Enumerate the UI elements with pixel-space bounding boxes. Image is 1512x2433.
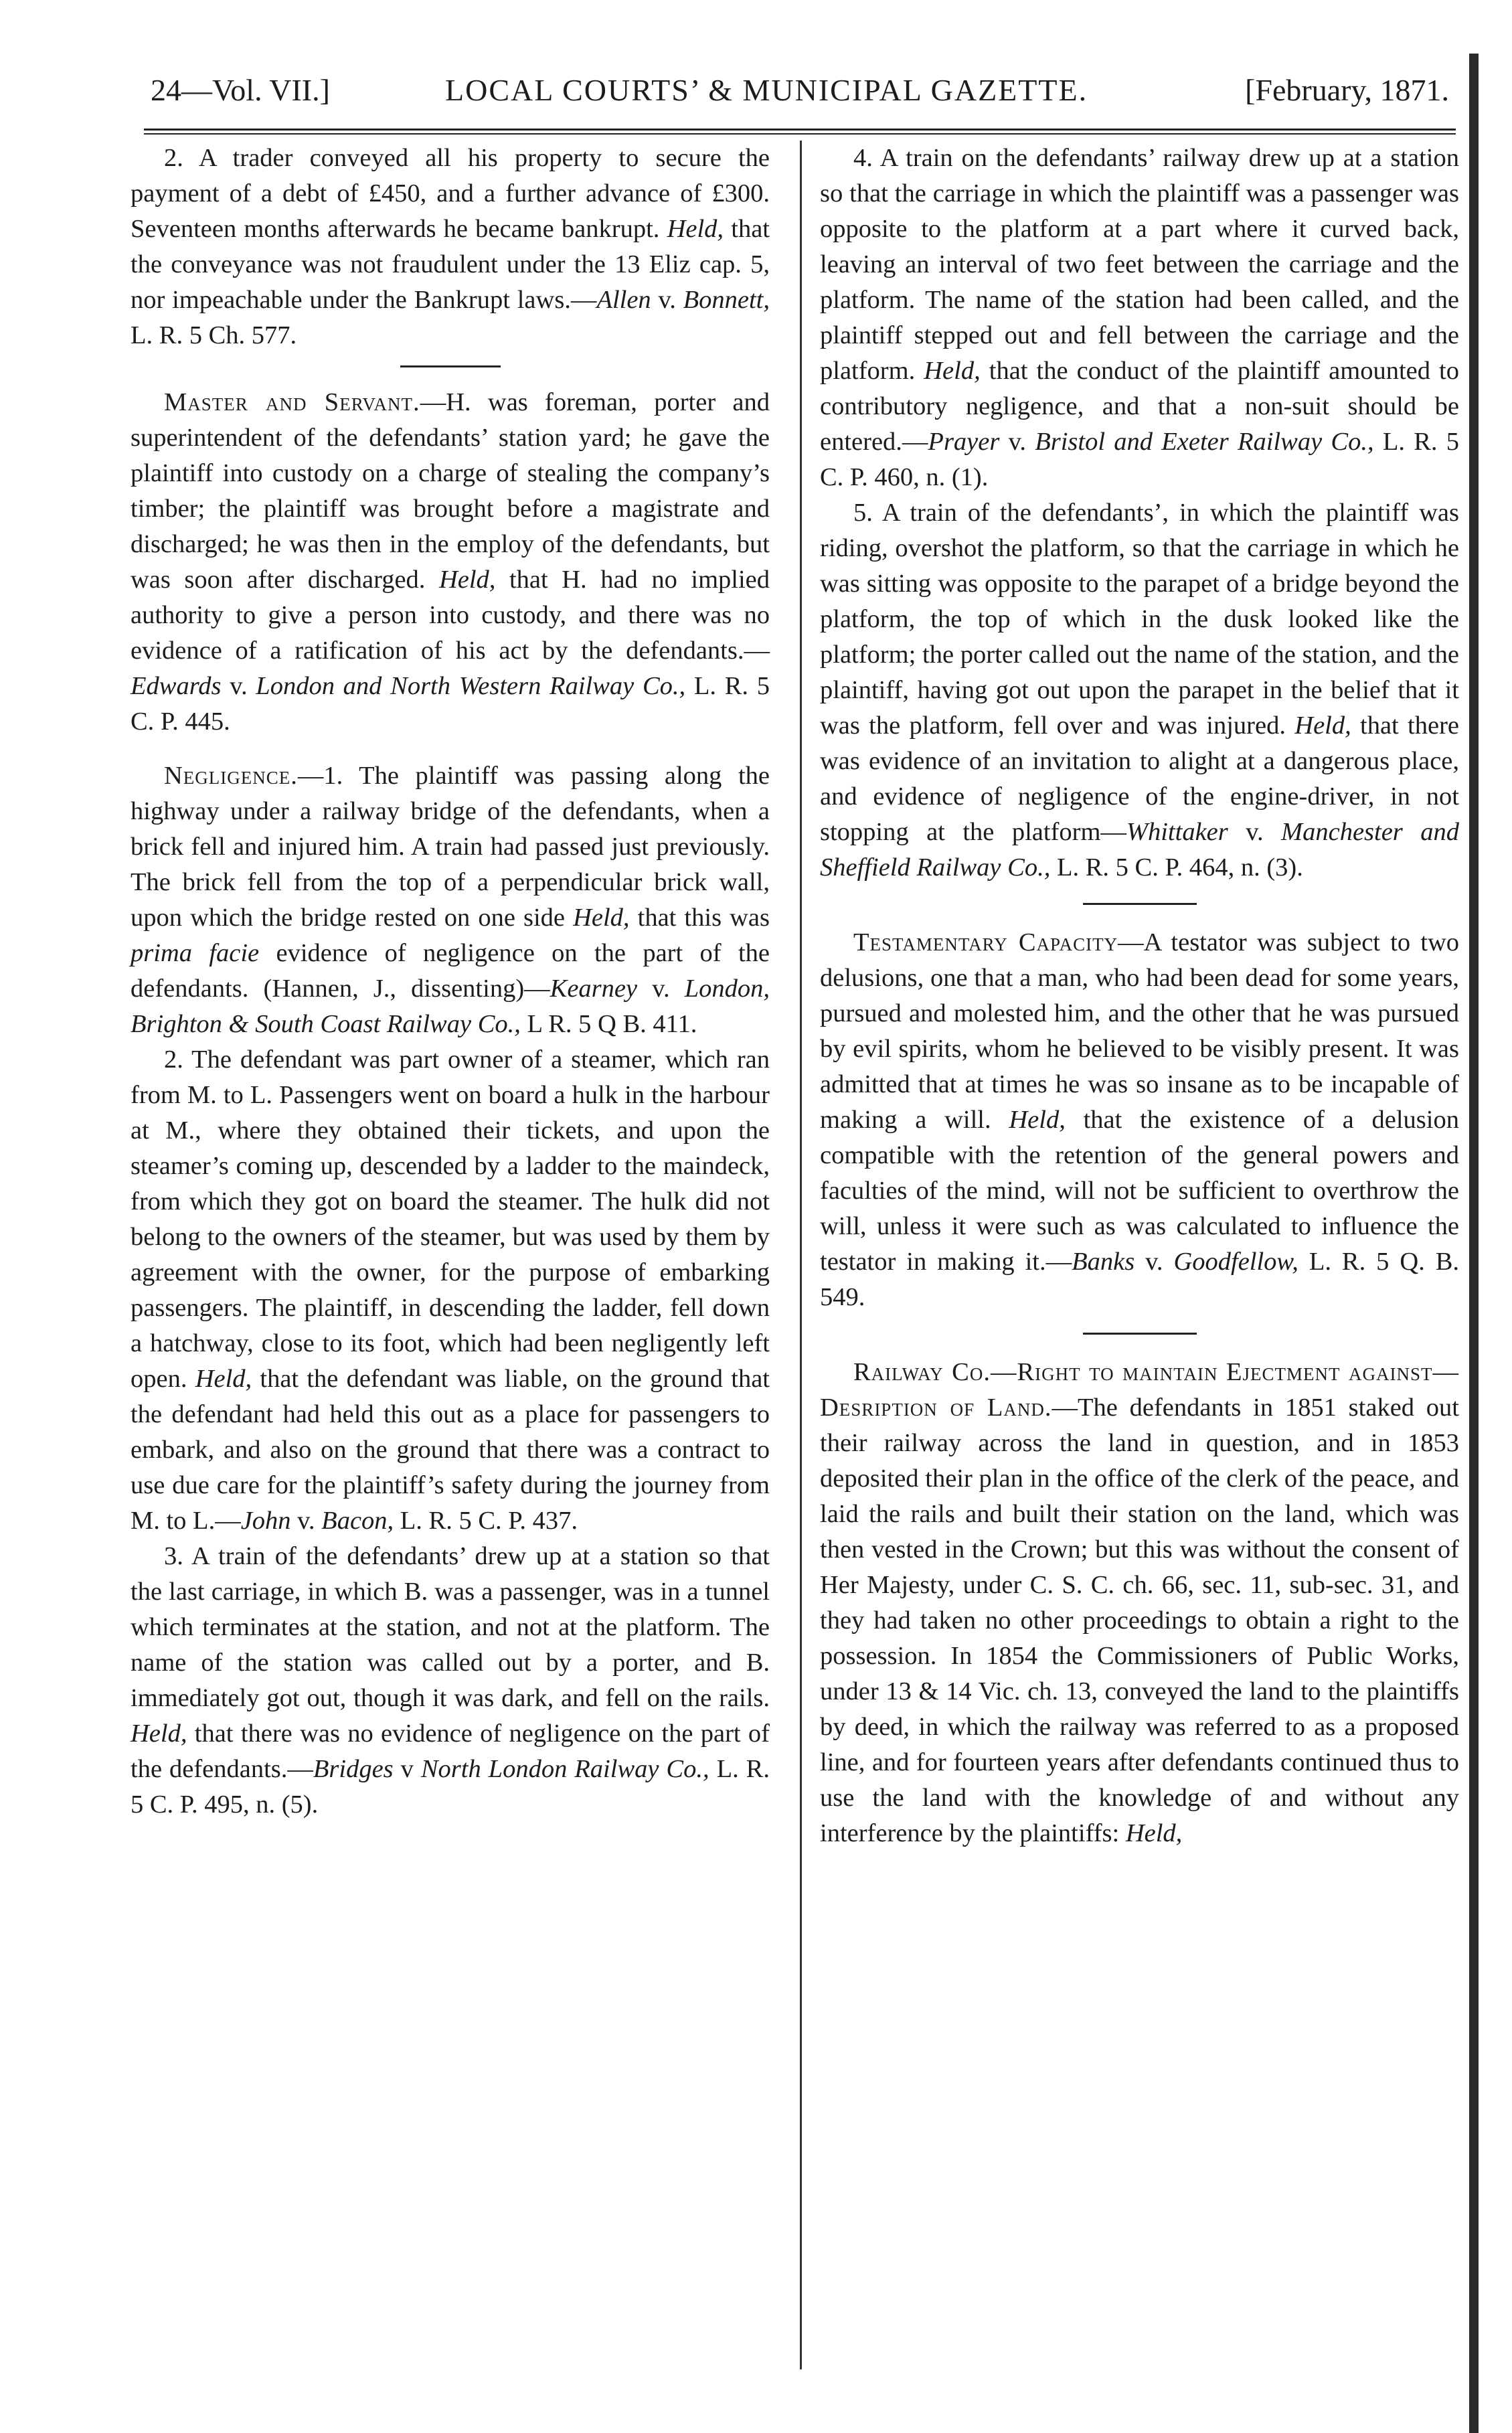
railway-ejectment-paragraph: Railway Co.—Right to maintain Ejectment against—Desription of Land.—The defendants in 1851 staked out their railway across the land in question, and in 1853 deposited their plan in the office of the clerk of the peace, and laid the rails and built their station on the land, which was then vested in the Crown; but this was without the consent of Her Majesty, under C. S. C. ch. 66, sec. 11, sub-sec. 31, and they had taken no other proceedings to obtain a right to the possession. In 1854 the Commissioners of Public Works, under 13 & 14 Vic. ch. 13, conveyed the land to the plaintiffs by deed, in which the railway was referred to as a proposed line, and for fourteen years after defendants continued thus to use the land with the knowledge of and without any interference by the plaintiffs: Held, <box>820 1358 1459 1847</box>
section-heading: Railway Co.—Right to maintain Ejectment against—Desription of Land. <box>820 1358 1459 1422</box>
section-separator <box>400 365 501 367</box>
section-separator <box>1083 903 1197 905</box>
bankruptcy-paragraph: 2. A trader conveyed all his property to secure the payment of a debt of £450, and a further advance of £300. Seventeen months afterwards he became bankrupt. Held, that the conveyance was not fraudulent under the 13 Eliz cap. 5, nor impeachable under the Bankrupt laws.—Allen v. Bonnett, L. R. 5 Ch. 577. <box>131 144 770 349</box>
section-heading: Negligence. <box>164 762 298 790</box>
header-rule <box>144 129 1456 135</box>
section-separator <box>1083 1333 1197 1335</box>
negligence-paragraph-3: 3. A train of the defendants’ drew up at a station so that the last carriage, in which B. was a passenger, was in a tunnel which terminates at the station, and not at the platform. The name of the station was called out by a porter, and B. immediately got out, though it was dark, and fell on the rails. Held, that there was no evidence of negligence on the part of the defendants.—Bridges v North London Railway Co., L. R. 5 C. P. 495, n. (5). <box>131 1542 770 1819</box>
issue-date: [February, 1871. <box>1245 73 1449 107</box>
negligence-paragraph-2: 2. The defendant was part owner of a steamer, which ran from M. to L. Passengers went on board a hulk in the harbour at M., where they obtained their tickets, and upon the steamer’s coming up, descended by a ladder to the maindeck, from which they got on board the steamer. The hulk did not belong to the owners of the steamer, but was used by them by agreement with the owner, for the purpose of embarking passengers. The plaintiff, in descending the ladder, fell down a hatchway, close to its foot, which had been negligently left open. Held, that the defendant was liable, on the ground that the defendant had held this out as a place for passengers to embark, and also on the ground that there was a contract to use due care for the plaintiff’s safety during the journey from M. to L.—John v. Bacon, L. R. 5 C. P. 437. <box>131 1045 770 1535</box>
column-divider <box>800 141 802 2369</box>
negligence-paragraph-5: 5. A train of the defendants’, in which the plaintiff was riding, overshot the platform, so that the carriage in which he was sitting was opposite to the parapet of a bridge beyond the platform, the top of which in the dusk looked like the platform; the porter called out the name of the station, and the plaintiff, having got out upon the parapet in the belief that it was the platform, fell over and was injured. Held, that there was evidence of an invitation to alight at a dangerous place, and evidence of negligence of the engine-driver, in not stopping at the platform—Whittaker v. Manchester and Sheffield Railway Co., L. R. 5 C. P. 464, n. (3). <box>820 499 1460 882</box>
page-header <box>144 64 1456 117</box>
negligence-paragraph-1: Negligence.—1. The plaintiff was passing along the highway under a railway bridge of the defendants, when a brick fell and injured him. A train had passed just previously. The brick fell from the top of a perpendicular brick wall, upon which the bridge rested on one side Held, that this was prima facie evidence of negligence on the part of the defendants. (Hannen, J., dissenting)—Kearney v. London, Brighton & South Coast Railway Co., L R. 5 Q B. 411. <box>131 762 770 1038</box>
section-heading: Testamentary Capacity <box>853 928 1118 956</box>
page-edge-shadow <box>1469 54 1479 2433</box>
section-heading: Master and Servant. <box>164 388 420 416</box>
left-column <box>131 141 770 1823</box>
negligence-paragraph-4: 4. A train on the defendants’ railway drew up at a station so that the carriage in which the plaintiff was a passenger was opposite to the platform at a part where it curved back, leaving an interval of two feet between the carriage and the platform. The name of the station had been called, and the plaintiff stepped out and fell between the carriage and the platform. Held, that the conduct of the plaintiff amounted to contributory negligence, and that a non-suit should be entered.—Prayer v. Bristol and Exeter Railway Co., L. R. 5 C. P. 460, n. (1). <box>820 144 1460 491</box>
right-column <box>820 141 1459 1851</box>
page-number-volume: 24—Vol. VII.] <box>151 73 330 107</box>
testamentary-capacity-paragraph: Testamentary Capacity—A testator was subject to two delusions, one that a man, who had been dead for some years, pursued and molested him, and the other that he was pursued by evil spirits, whom he believed to be visibly present. It was admitted that at times he was so insane as to be incapable of making a will. Held, that the existence of a delusion compatible with the retention of the general powers and faculties of the mind, will not be sufficient to overthrow the will, unless it were such as was calculated to influence the testator in making it.—Banks v. Goodfellow, L. R. 5 Q. B. 549. <box>820 928 1460 1311</box>
master-servant-paragraph: Master and Servant.—H. was foreman, porter and superintendent of the defendants’ station yard; he gave the plaintiff into custody on a charge of stealing the company’s timber; the plaintiff was brought before a magistrate and discharged; he was then in the employ of the defendants, but was soon after discharged. Held, that H. had no implied authority to give a person into custody, and there was no evidence of a ratification of his act by the defendants.—Edwards v. London and North Western Railway Co., L. R. 5 C. P. 445. <box>131 388 770 736</box>
publication-title: LOCAL COURTS’ & MUNICIPAL GAZETTE. <box>445 73 1088 107</box>
